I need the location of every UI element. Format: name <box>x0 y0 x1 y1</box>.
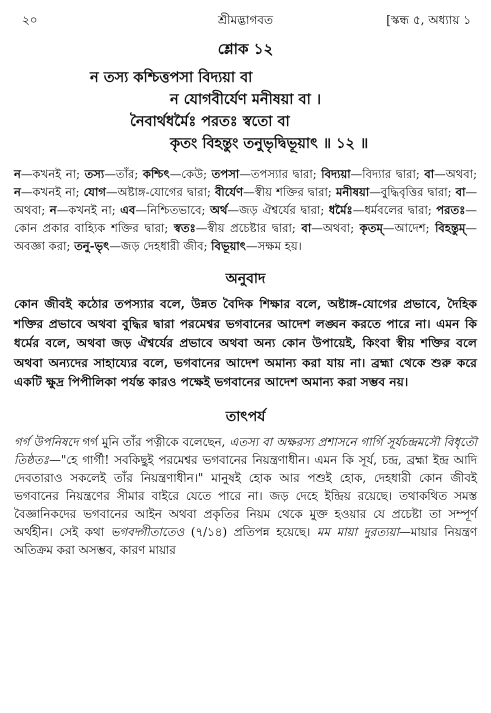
synonym-meaning: স্বীয় শক্তির দ্বারা <box>254 185 328 199</box>
synonym-meaning: কোন প্রকার বাহ্যিক শক্তির দ্বারা <box>14 221 165 235</box>
synonym-word: ন <box>14 185 21 199</box>
synonym-word: তনু-ভৃৎ <box>74 239 110 253</box>
synonym-word: বীর্যেণ <box>214 185 244 199</box>
purport-segment: গর্গ মুনি তাঁর পত্নীকে বলেছেন, <box>78 434 230 449</box>
verse-text <box>14 67 477 155</box>
synonym-meaning: অবজ্ঞা করা <box>14 239 67 253</box>
chapter-reference: [স্কন্ধ ৫, অধ্যায় ১ <box>386 13 471 27</box>
synonym-meaning: ধর্মবলের দ্বারা <box>364 203 428 217</box>
synonym-meaning: কেউ <box>181 167 204 181</box>
synonym-meaning: কখনই না <box>32 167 77 181</box>
synonym-word: কৃতম্ <box>359 221 383 235</box>
synonym-word: বিভূয়াৎ <box>211 239 246 253</box>
synonym-word: বা <box>301 221 312 235</box>
synonym-word: যোগ <box>83 185 106 199</box>
synonym-word: তস্য <box>84 167 105 181</box>
verse-line: নৈবার্থধর্মৈঃ পরতঃ স্বতো বা <box>130 113 290 130</box>
synonym-meaning: অথবা <box>14 203 42 217</box>
synonym-word: মনীষয়া <box>335 185 370 199</box>
synonym-word: ন <box>14 167 21 181</box>
purport-segment: (৭/১৪) প্রতিপন্ন হয়েছে। <box>184 524 317 539</box>
purport-quote: ভগবদ্গীতাতেও <box>110 524 185 539</box>
synonym-meaning: অথবা <box>322 221 351 235</box>
word-for-word-synonyms: ন—কখনই না; তস্য—তাঁর; কশ্চিৎ—কেউ; তপসা—তপস্যার দ্বারা; বিদ্যয়া—বিদ্যার দ্বারা; বা—অথবা; ন—কখনই না; যোগ—অষ্টাঙ্গ-যোগের দ্বারা; বীর্যেণ—স্বীয় শক্তির দ্বারা; মনীষয়া—বুদ্ধিবৃত্তির দ্বারা; বা—অথবা; ন—কখনই না; এব—নিশ্চিতভাবে; অর্থ—জড় ঐশ্বর্যের দ্বারা; ধর্মৈঃ—ধর্মবলের দ্বারা; পরতঃ—কোন প্রকার বাহ্যিক শক্তির দ্বারা; স্বতঃ—স্বীয় প্রচেষ্টার দ্বারা; বা—অথবা; কৃতম্—আদেশ; বিহন্তুম্—অবজ্ঞা করা; তনু-ভৃৎ—জড় দেহধারী জীব; বিভূয়াৎ—সক্ষম হয়। <box>14 167 478 253</box>
purport-quote: এতস্য বা অক্ষরস্য প্রশাসনে গার্গি সূর্যচন্দ্রমসৌ বিধৃতৌ তিষ্ঠতঃ <box>14 434 477 467</box>
synonym-meaning: স্বীয় প্রচেষ্টার দ্বারা <box>207 221 292 235</box>
synonym-meaning: কখনই না <box>32 185 76 199</box>
synonym-meaning: আদেশ <box>394 221 426 235</box>
synonym-meaning: কখনই না <box>68 203 112 217</box>
translation-title: অনুবাদ <box>225 271 266 287</box>
synonym-word: পরতঃ <box>436 203 466 217</box>
page-header <box>14 10 477 32</box>
book-title: শ্রীমদ্ভাগবত <box>217 13 273 27</box>
synonym-word: তপসা <box>211 167 240 181</box>
purport-text <box>14 433 477 559</box>
synonym-word: কশ্চিৎ <box>142 167 170 181</box>
translation-text: কোন জীবই কঠোর তপস্যার বলে, উন্নত বৈদিক শিক্ষার বলে, অষ্টাঙ্গ-যোগের প্রভাবে, দৈহিক শক্তির প্রভাবে অথবা বুদ্ধির দ্বারা পরমেশ্বর ভগবানের আদেশ লঙ্ঘন করতে পারে না। এমন কি ধর্মের বলে, অথবা জড় ঐশ্বর্যের প্রভাবে অথবা অন্য কোন উপায়েই, কিংবা স্বীয় শক্তির বলে অথবা অন্যদের সাহায্যের বলে, ভগবানের আদেশ অমান্য করা যায় না। ব্রহ্মা থেকে শুরু করে একটি ক্ষুদ্র পিপীলিকা পর্যন্ত কারও পক্ষেই ভগবানের আদেশ অমান্য করা সম্ভব নয়। <box>14 297 477 389</box>
synonym-meaning: তাঁর <box>115 167 135 181</box>
synonym-meaning: বিদ্যার দ্বারা <box>362 167 416 181</box>
verse-line: কৃতং বিহন্তুং তনুভৃদ্বিভূয়াৎ ॥ ১২ ॥ <box>170 135 369 152</box>
synonym-word: বিদ্যয়া <box>321 167 351 181</box>
synonym-meaning: সক্ষম হয়। <box>257 239 302 253</box>
synonym-word: বিহন্তুম্ <box>435 221 466 235</box>
synonym-word: ন <box>49 203 57 217</box>
synonym-meaning: অথবা <box>445 167 474 181</box>
purport-segment: —"হে গার্গী! সবকিছুই পরমেশ্বর ভগবানের নিয়ন্ত্রণাধীন। এমন কি সূর্য, চন্দ্র, ব্রহ্মা ইন্দ্র আদি দেবতারাও সকলেই তাঁর নিয়ন্ত্রণাধীন।" মানুষই হোক আর পশুই হোক, দেহধারী কোন জীবই ভগবানের নিয়ন্ত্রণের সীমার বাইরে যেতে পারে না। জড় দেহে ইন্দ্রিয় রয়েছে। তথাকথিত সমস্ত বৈজ্ঞানিকদের ভগবানের আইন অথবা প্রকৃতির নিয়ম থেকে মুক্ত হওয়ার যে প্রচেষ্টা তা সম্পূর্ণ অর্থহীন। সেই কথা <box>14 452 477 539</box>
synonym-word: ধর্মৈঃ <box>328 203 353 217</box>
synonym-meaning: তপস্যার দ্বারা <box>250 167 313 181</box>
purport-quote: গর্গ উপনিষদে <box>14 434 79 449</box>
synonym-meaning: অষ্টাঙ্গ-যোগের দ্বারা <box>117 185 207 199</box>
purport-quote: মম মায়া দুরত্যয়া <box>316 524 399 539</box>
synonym-meaning: নিশ্চিতভাবে <box>146 203 202 217</box>
verse-line: ন তস্য কশ্চিত্তপসা বিদ্যয়া বা <box>90 69 253 86</box>
synonym-word: বা <box>424 167 435 181</box>
purport-title: তাৎপর্য <box>225 408 266 425</box>
synonym-word: স্বতঃ <box>173 221 196 235</box>
verse-label: শ্লোক ১২ <box>217 40 274 58</box>
page-number: ২০ <box>22 13 38 27</box>
synonym-meaning: জড় দেহধারী জীব <box>120 239 204 253</box>
purport-segment: —মায়ার নিয়ন্ত্রণ অতিক্রম করা অসম্ভব, কারণ মায়ার <box>14 524 477 557</box>
synonym-meaning: বুদ্ধিবৃত্তির দ্বারা <box>380 185 448 199</box>
synonym-word: অর্থ <box>209 203 228 217</box>
synonym-meaning: জড় ঐশ্বর্যের দ্বারা <box>239 203 321 217</box>
verse-line: ন যোগবীর্যেণ মনীষয়া বা । <box>170 91 322 108</box>
synonym-word: বা <box>455 185 466 199</box>
synonym-word: এব <box>120 203 136 217</box>
